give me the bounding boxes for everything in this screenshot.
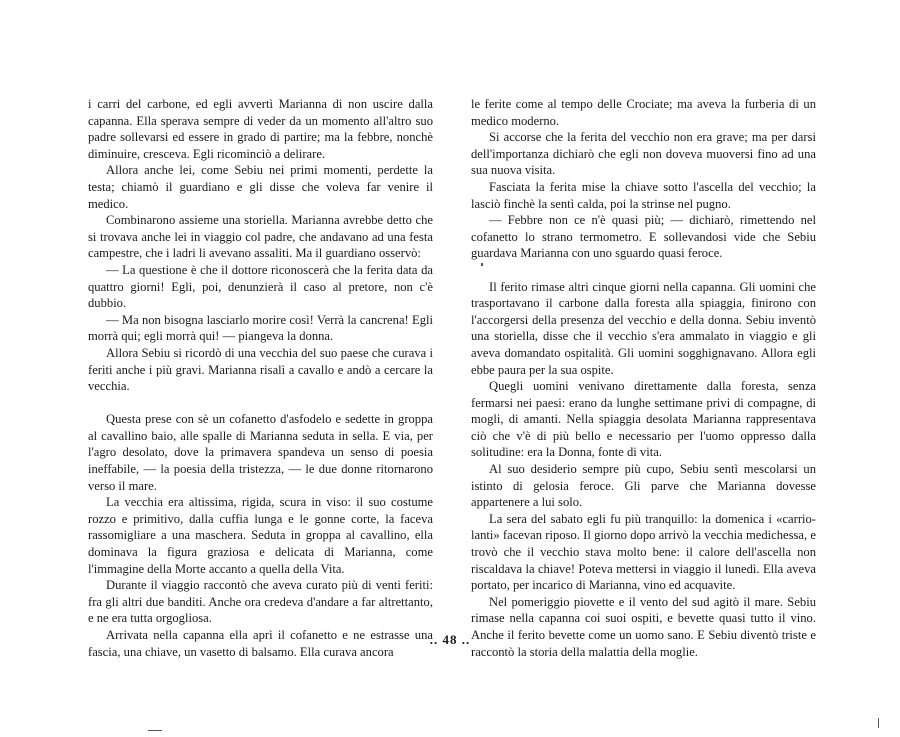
paragraph: Allora anche lei, come Sebiu nei primi momenti, perdette la testa; chiamò il guardiano e gli disse che voleva far venire il medico. xyxy=(88,163,433,211)
paragraph: Combinarono assieme una storiella. Marianna avrebbe detto che si trovava anche lei in viaggio col padre, che andavano ad una festa campestre, che i ladri li avevano assaliti. Ma il guardiano osservò: xyxy=(88,213,433,261)
scan-mark xyxy=(878,718,879,728)
paragraph: Quegli uomini venivano direttamente dalla foresta, senza fermarsi nei paesi: erano da lunghe settimane privi di compagne, di mogli, di amanti. Nella spiaggia desolata Marianna rappresentava ciò che v'è di più bello e necessario per l'uomo oppresso dalla solitudine: era la Donna, fonte di vita. xyxy=(471,379,816,460)
paragraph: le ferite come al tempo delle Crociate; ma aveva la furberia di un medico moderno. xyxy=(471,97,816,128)
paragraph: Il ferito rimase altri cinque giorni nella capanna. Gli uomini che trasportavano il carbone dalla foresta alla spiaggia, finirono con l'accorgersi della presenza del vecchio e della donna. Sebiu inventò una storiella, disse che il vecchio s'era ammalato in viaggio e gli aveva domandato ospitalità. Gli uomini sogghignavano. Allora egli ebbe paura per la sua ospite. xyxy=(471,279,816,377)
paragraph: Fasciata la ferita mise la chiave sotto l'ascella del vecchio; la lasciò finchè la sentì calda, poi la strinse nel pugno. xyxy=(471,179,816,211)
section-break xyxy=(471,262,816,279)
paragraph: Questa prese con sè un cofanetto d'asfodelo e sedette in groppa al cavallino baio, alle spalle di Marianna seduta in sella. E via, per l'agro desolato, dove la primavera spandeva un senso di poesia ineffabile, — la poesia della tristezza, — le due donne ritornarono verso il mare. xyxy=(88,412,433,493)
left-column xyxy=(88,96,433,660)
right-column xyxy=(471,96,816,660)
paragraph: — Febbre non ce n'è quasi più; — dichiarò, rimettendo nel cofanetto lo strano termometro. E sollevandosi vide che Sebiu guardava Marianna con uno sguardo quasi feroce. xyxy=(471,213,816,261)
page-number: .. 48 .. xyxy=(429,632,471,647)
scan-mark xyxy=(481,263,483,266)
paragraph: Allora Sebiu si ricordò di una vecchia del suo paese che curava i feriti anche i più gravi. Marianna risalì a cavallo e andò a cercare la vecchia. xyxy=(88,345,433,394)
paragraph: La sera del sabato egli fu più tranquillo: la domenica i «carrio-lanti» facevan riposo. Il giorno dopo arrivò la vecchia medichessa, e trovò che il vecchio stava molto bene: il calore dell'ascella non riscaldava la chiave! Poteva mettersi in viaggio il lunedì. Ella aveva portato, per incarico di Marianna, vino ed acquavite. xyxy=(471,511,816,593)
paragraph: Al suo desiderio sempre più cupo, Sebiu sentì mescolarsi un istinto di gelosia feroce. Gli parve che Marianna dovesse appartenere a lui solo. xyxy=(471,462,816,510)
section-break xyxy=(88,395,433,412)
paragraph: i carri del carbone, ed egli avvertì Marianna di non uscire dalla capanna. Ella sperava sempre di veder da un momento all'altro suo padre sollevarsi ed essere in grado di partire; ma la febbre, nonchè diminuire, cresceva. Egli ricominciò a delirare. xyxy=(88,97,433,161)
paragraph: Arrivata nella capanna ella aprì il cofanetto e ne estrasse una fascia, una chiave, un vasetto di balsamo. Ella curava ancora xyxy=(88,628,433,659)
paragraph: Durante il viaggio raccontò che aveva curato più di venti feriti: fra gli altri due banditi. Anche ora credeva d'andare a far altrettanto, e ne era tutta orgogliosa. xyxy=(88,578,433,626)
paragraph: Si accorse che la ferita del vecchio non era grave; ma per darsi dell'importanza dichiarò che egli non doveva muoversi fino ad una sua nuova visita. xyxy=(471,130,816,178)
paragraph: Nel pomeriggio piovette e il vento del sud agitò il mare. Sebiu rimase nella capanna coi suoi ospiti, e bevette quasi tutto il vino. Anche il ferito bevette come un uomo sano. E Sebiu diventò triste e raccontò la storia della malattia della moglie. xyxy=(471,594,816,659)
paragraph: La vecchia era altissima, rigida, scura in viso: il suo costume rozzo e primitivo, dalla cuffia lunga e le gonne corte, la faceva rassomigliare a una maschera. Seduta in groppa al cavallino, ella dominava la figura graziosa e delicata di Marianna, come l'immagine della Morte accanto a quella della Vita. xyxy=(88,495,433,576)
paragraph: — Ma non bisogna lasciarlo morire così! Verrà la cancrena! Egli morrà qui; egli morrà qui! — piangeva la donna. xyxy=(88,312,433,344)
paragraph: — La questione è che il dottore riconoscerà che la ferita data da quattro giorni! Egli, poi, denunzierà il caso al pretore, non c'è dubbio. xyxy=(88,262,433,311)
scan-mark xyxy=(148,730,162,731)
